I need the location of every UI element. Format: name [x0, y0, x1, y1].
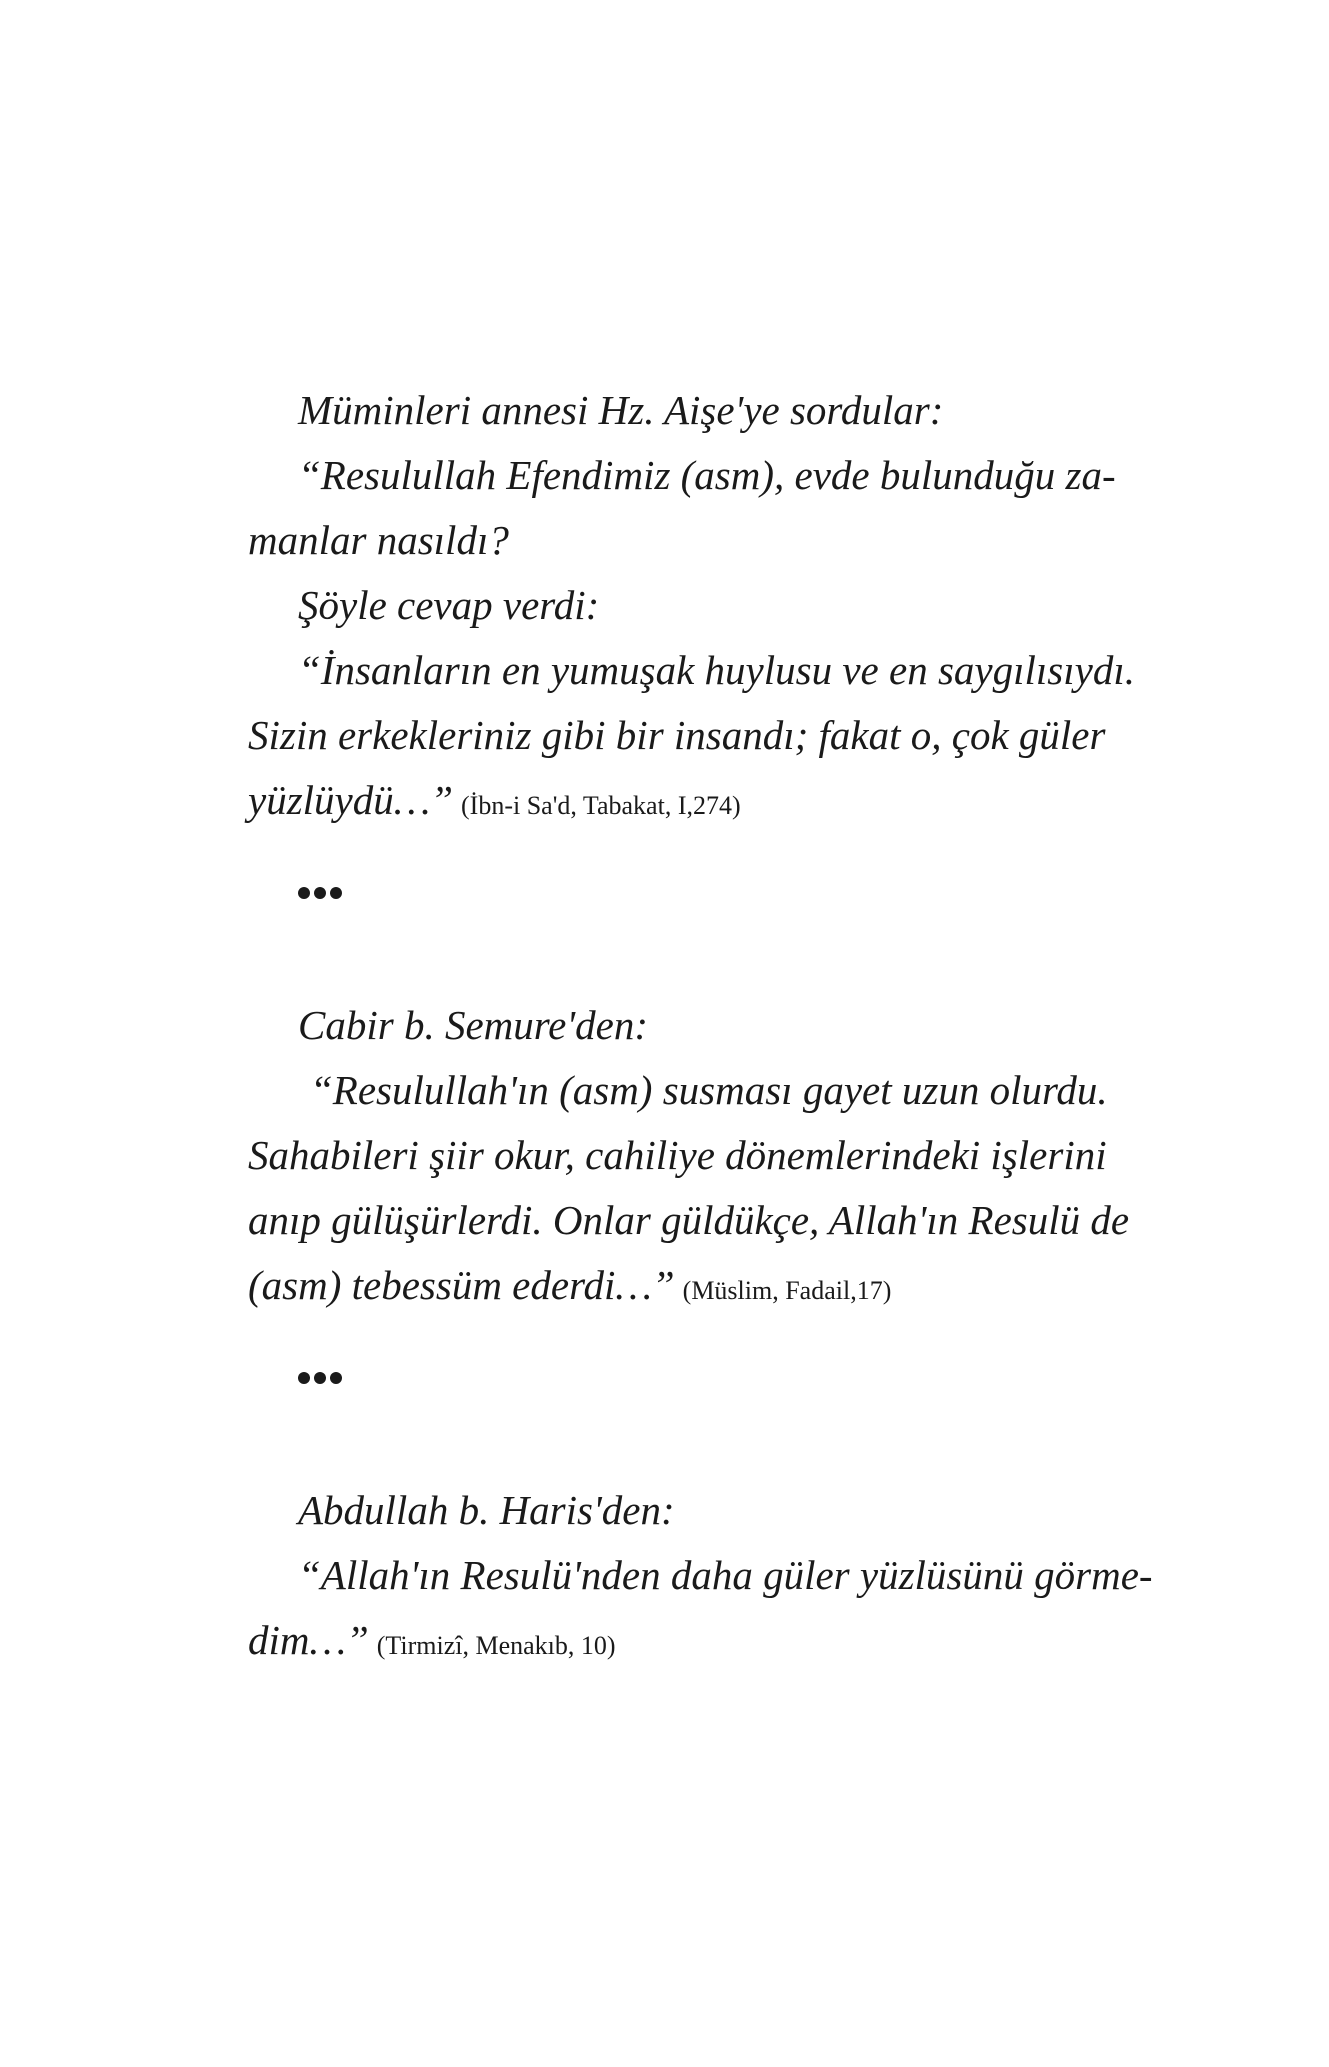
quote-line-last	[248, 1608, 1100, 1673]
section-intro: Müminleri annesi Hz. Aişe'ye sordular:	[298, 387, 944, 433]
quote-line: “İnsanların en yumuşak huylusu ve en saygılısıydı.	[298, 647, 1135, 693]
dot-icon	[314, 1372, 326, 1384]
dot-icon	[298, 1372, 310, 1384]
quote-text: (asm) tebessüm ederdi…”	[248, 1262, 675, 1308]
section-separator	[248, 863, 1100, 923]
dot-icon	[298, 887, 310, 899]
quote-line: “Resulullah Efendimiz (asm), evde bulunduğu za-	[298, 452, 1116, 498]
quote-line: manlar nasıldı?	[248, 517, 509, 563]
answer-intro: Şöyle cevap verdi:	[298, 582, 600, 628]
dot-icon	[330, 1372, 342, 1384]
dot-icon	[330, 887, 342, 899]
quote-line: “Resulullah'ın (asm) susması gayet uzun olurdu.	[310, 1067, 1108, 1113]
quote-line: “Allah'ın Resulü'nden daha güler yüzlüsünü görme-	[298, 1552, 1153, 1598]
dot-icon	[314, 887, 326, 899]
citation: (Tirmizî, Menakıb, 10)	[376, 1631, 616, 1660]
section-cabir	[248, 993, 1130, 1318]
citation: (İbn-i Sa'd, Tabakat, I,274)	[461, 791, 741, 820]
section-intro: Cabir b. Semure'den:	[298, 1002, 649, 1048]
citation: (Müslim, Fadail,17)	[682, 1276, 892, 1305]
quote-line-last	[248, 1253, 1100, 1318]
page-body	[248, 378, 1153, 1673]
section-separator	[248, 1348, 1100, 1408]
quote-text: dim…”	[248, 1617, 369, 1663]
quote-line: anıp gülüşürlerdi. Onlar güldükçe, Allah'ın Resulü de	[248, 1197, 1130, 1243]
quote-line: Sizin erkekleriniz gibi bir insandı; fakat o, çok güler	[248, 712, 1106, 758]
section-intro: Abdullah b. Haris'den:	[298, 1487, 675, 1533]
quote-line-last	[248, 768, 1100, 833]
quote-line: Sahabileri şiir okur, cahiliye dönemlerindeki işlerini	[248, 1132, 1107, 1178]
quote-text: yüzlüydü…”	[248, 777, 453, 823]
section-abdullah	[248, 1478, 1153, 1673]
section-aise	[248, 378, 1135, 833]
